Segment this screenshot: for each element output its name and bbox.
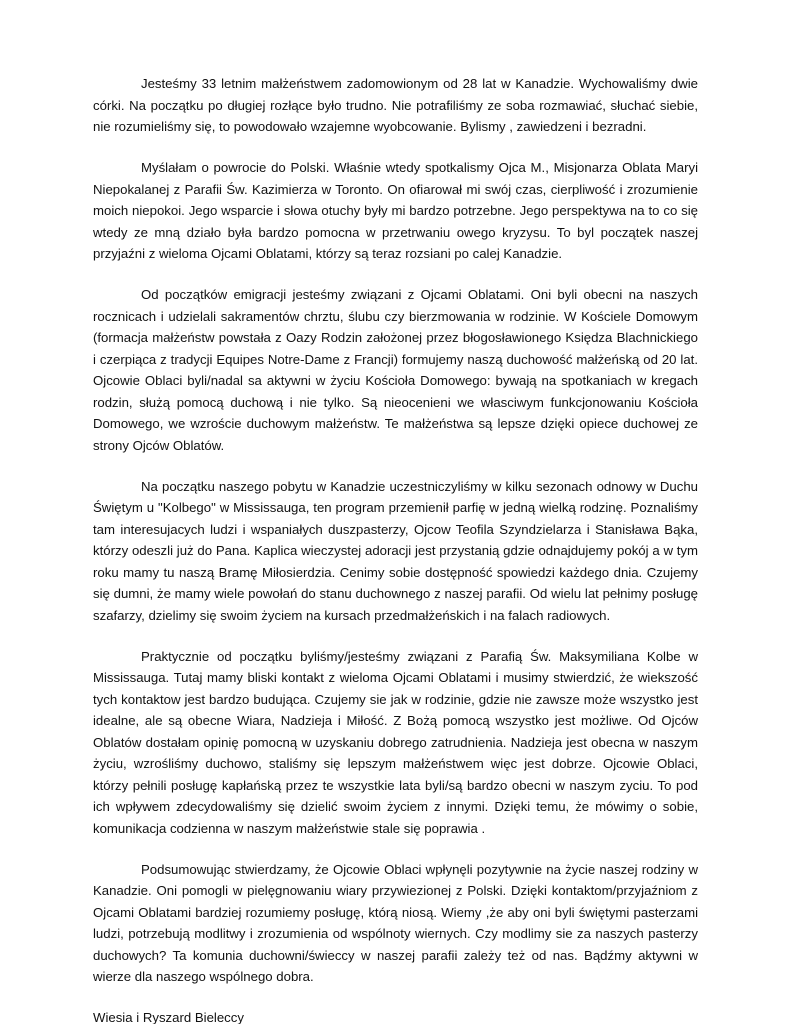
signature: Wiesia i Ryszard Bieleccy [93, 1010, 244, 1024]
paragraph-6: Podsumowując stwierdzamy, że Ojcowie Oblaci wpłynęli pozytywnie na życie naszej rodziny w Kanadzie. Oni pomogli w pielęgnowaniu wiary przywiezionej z Polski. Dzięki kontaktom/przyjaźniom z Ojcami Oblatami bardziej rozumiemy posługę, którą niosą. Wiemy ,że aby oni byli świętymi pasterzami ludzi, potrzebują modlitwy i zrozumienia od wspólnoty wiernych. Czy modlimy sie za naszych pasterzy duchowych? Ta komunia duchowni/świeccy w naszej parafii zależy też od nas. Bądźmy aktywni w wierze dla naszego wspólnego dobra. [93, 861, 698, 984]
paragraph-3: Od początków emigracji jesteśmy związani z Ojcami Oblatami. Oni byli obecni na naszych rocznicach i udzielali sakramentów chrztu, ślubu czy bierzmowania w rodzinie. W Kościele Domowym (formacja małżeństw powstała z Oazy Rodzin założonej przez błogosławionego Księdza Blachnickiego i czerpiąca z tradycji Equipes Notre-Dame z Francji) formujemy naszą duchowość małżeńską od 20 lat. Ojcowie Oblaci byli/nadal sa aktywni w życiu Kościoła Domowego: bywają na spotkaniach w kregach rodzin, służą pomocą duchową i nie tylko. Są nieocenieni we własciwym funkcjonowaniu Kościoła Domowego, we wzroście duchowym małżeństw. Te małżeństwa są lepsze dzięki opiece duchowej ze strony Ojców Oblatów. [93, 287, 698, 453]
paragraph-5: Praktycznie od początku byliśmy/jesteśmy związani z Parafią Św. Maksymiliana Kolbe w Mississauga. Tutaj mamy bliski kontakt z wieloma Ojcami Oblatami i musimy stwierdzić, że wiekszość tych kontaktow jest bardzo budująca. Czujemy sie jak w rodzinie, gdzie nie zawsze może wszystko jest idealne, ale są obecne Wiara, Nadzieja i Miłość. Z Bożą pomocą wszystko jest możliwe. Od Ojców Oblatów dostałam opinię pomocną w uzyskaniu dobrego zatrudnienia. Nadzieja jest obecna w naszym życiu, wzrośliśmy duchowo, staliśmy się lepszym małżeństwem więc jest dobrze. Ojcowie Oblaci, którzy pełnili posługę kapłańską przez te wszystkie lata byli/są bardzo obecni w naszym zyciu. To pod ich wpływem zdecydowaliśmy się dzielić swoim życiem z innymi. Dzięki temu, że mówimy o sobie, komunikacja codzienna w naszym małżeństwie stale się poprawia . [93, 648, 698, 836]
paragraph-1: Jesteśmy 33 letnim małżeństwem zadomowionym od 28 lat w Kanadzie. Wychowaliśmy dwie córki. Na początku po długiej rozłące było trudno. Nie potrafiliśmy ze soba rozmawiać, słuchać siebie, nie rozumieliśmy się, to powodowało wzajemne wyobcowanie. Bylismy , zawiedzeni i bezradni. [93, 76, 698, 134]
document-body [93, 73, 698, 1024]
paragraph-4: Na początku naszego pobytu w Kanadzie uczestniczyliśmy w kilku sezonach odnowy w Duchu Świętym u "Kolbego" w Mississauga, ten program przemienił parfię w jedną wielką rodzinę. Poznaliśmy tam interesujacych ludzi i wspaniałych duszpasterzy, Ojcow Teofila Szyndzielarza i Stanisława Bąka, którzy odeszli już do Pana. Kaplica wieczystej adoracji jest przystanią gdzie odnajdujemy pokój a w tym roku mamy tu naszą Bramę Miłosierdzia. Cenimy sobie dostępność spowiedzi każdego dnia. Czujemy się dumni, że mamy wiele powołań do stanu duchownego z naszej parafii. Od wielu lat pełnimy posługę szafarzy, dzielimy się swoim życiem na kursach przedmałżeńskich i na falach radiowych. [93, 478, 698, 623]
paragraph-2: Myślałam o powrocie do Polski. Właśnie wtedy spotkalismy Ojca M., Misjonarza Oblata Maryi Niepokalanej z Parafii Św. Kazimierza w Toronto. On ofiarował mi swój czas, cierpliwość i zrozumienie moich niepokoi. Jego wsparcie i słowa otuchy były mi bardzo potrzebne. Jego perspektywa na to co się wtedy ze mną działo była bardzo pomocna w przetrwaniu owego kryzysu. To byl początek naszej przyjaźni z wieloma Ojcami Oblatami, którzy są teraz rozsiani po calej Kanadzie. [93, 160, 698, 261]
